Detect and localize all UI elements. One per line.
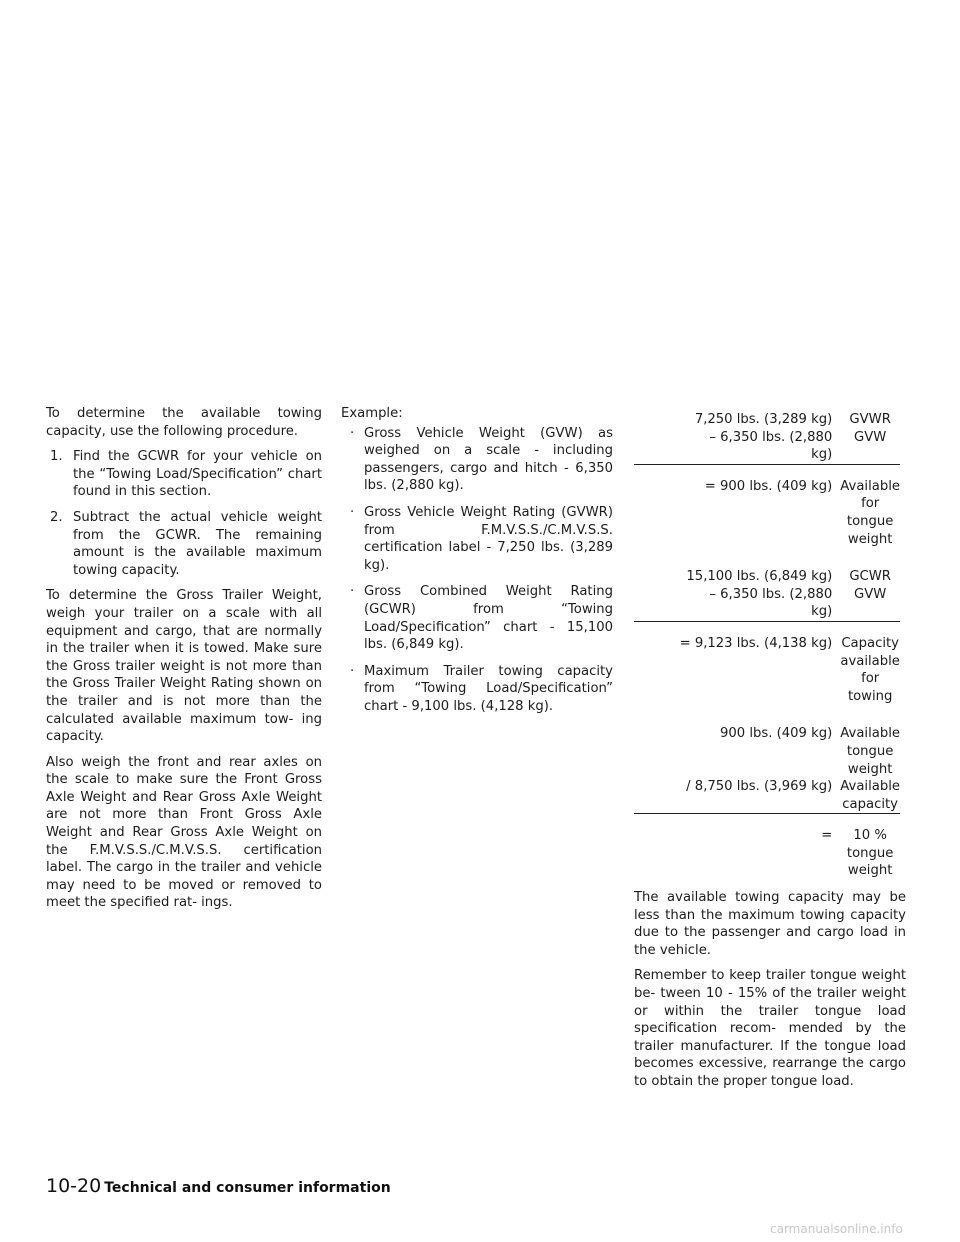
calc-row <box>634 705 900 778</box>
intro-paragraph: To determine the available towing capacity, use the following procedure. <box>46 406 322 439</box>
calc-row <box>634 405 900 429</box>
step-item <box>46 448 322 501</box>
calc-label: GVW <box>840 429 900 465</box>
bullet-text: Gross Vehicle Weight (GVW) as weighed on a scale - including passengers, cargo and hitch - 6,350 lbs. (2,880 kg). <box>364 425 613 494</box>
bullet-glyph: · <box>350 504 355 520</box>
bullet-text: Gross Combined Weight Rating (GCWR) from “Towing Load/Specification” chart - 15,100 lbs. (6,849 kg). <box>364 584 613 653</box>
calc-label: GCWR <box>849 569 891 585</box>
calc-value: 900 lbs. (409 kg) <box>719 726 833 742</box>
step-item <box>46 509 322 579</box>
calc-row <box>634 586 900 622</box>
step-text: Subtract the actual vehicle weight from the GCWR. The remaining amount is the available maximum towing capacity. <box>73 509 322 578</box>
page-footer <box>46 1175 391 1197</box>
right-column <box>634 405 906 1099</box>
bullet-text: Gross Vehicle Weight Rating (GVWR) from F.M.V.S.S./C.M.V.S.S. certification label - 7,250 lbs. (3,289 kg). <box>364 504 613 573</box>
calc-value: = 900 lbs. (409 kg) <box>704 478 833 494</box>
page-number: 10-20 <box>46 1175 102 1197</box>
calc-label: Available tongue weight <box>840 726 900 777</box>
calc-label: 10 % tongue weight <box>846 828 894 879</box>
calc-value: 7,250 lbs. (3,289 kg) <box>694 412 833 427</box>
step-number: 1. <box>50 449 63 465</box>
calc-value: – 6,350 lbs. (2,880 kg) <box>634 586 840 622</box>
procedure-steps <box>46 448 322 579</box>
calc-row <box>634 778 900 814</box>
bullet-text: Maximum Trailer towing capacity from “Towing Load/Specification” chart - 9,100 lbs. (4,128 kg). <box>364 663 613 714</box>
calc-row <box>634 814 900 880</box>
step-text: Find the GCWR for your vehicle on the “Towing Load/Specification” chart found in this section. <box>73 449 322 500</box>
tongue-weight-note: Remember to keep trailer tongue weight be- tween 10 - 15% of the trailer weight or within the trailer tongue load specification recom- mended by the trailer manufacturer. If the tongue load becomes excessive, rearrange the cargo to obtain the proper tongue load. <box>634 968 906 1089</box>
axle-weight-paragraph: Also weigh the front and rear axles on the scale to make sure the Front Gross Axle Weight and Rear Gross Axle Weight are not more than Front Gross Axle Weight and Rear Gross Axle Weight on the F.M.V.S.S./C.M.V.S.S. certification label. The cargo in the trailer and vehicle may need to be moved or removed to meet the specified rat- ings. <box>46 754 322 911</box>
calc-value: = 9,123 lbs. (4,138 kg) <box>679 635 833 651</box>
towing-calculation-table <box>634 405 900 880</box>
bullet-glyph: · <box>350 425 355 441</box>
calc-label: GVWR <box>849 412 891 427</box>
calc-label: Available capacity <box>840 778 900 814</box>
calc-label: Capacity available for towing <box>840 635 900 704</box>
section-title: Technical and consumer information <box>104 1180 391 1196</box>
calc-row <box>634 548 900 586</box>
bullet-item <box>341 663 613 716</box>
middle-column <box>341 405 613 725</box>
calc-row <box>634 464 900 548</box>
calc-row <box>634 621 900 705</box>
calc-value: = <box>821 828 833 844</box>
example-bullets <box>341 425 613 716</box>
gross-trailer-weight-paragraph: To determine the Gross Trailer Weight, weigh your trailer on a scale with all equipment and cargo, that are normally in the trailer when it is towed. Make sure the Gross trailer weight is not more than the Gross Trailer Weight Rating shown on the trailer and is not more than the calculated available maximum tow- ing capacity. <box>46 588 322 745</box>
watermark-text: carmanualsonline.info <box>770 1222 903 1236</box>
example-heading: Example: <box>341 406 403 421</box>
bullet-item <box>341 425 613 495</box>
calc-value: – 6,350 lbs. (2,880 kg) <box>634 429 840 465</box>
bullet-glyph: · <box>350 584 355 600</box>
bullet-item <box>341 583 613 653</box>
calc-value: / 8,750 lbs. (3,969 kg) <box>634 778 840 814</box>
calc-value: 15,100 lbs. (6,849 kg) <box>686 569 833 585</box>
towing-capacity-note: The available towing capacity may be less than the maximum towing capacity due to the passenger and cargo load in the vehicle. <box>634 890 906 958</box>
left-column <box>46 405 322 920</box>
step-number: 2. <box>50 509 63 525</box>
bullet-glyph: · <box>350 663 355 679</box>
calc-row <box>634 429 900 465</box>
bullet-item <box>341 504 613 574</box>
calc-label: GVW <box>840 586 900 622</box>
calc-label: Available for tongue weight <box>840 478 900 547</box>
